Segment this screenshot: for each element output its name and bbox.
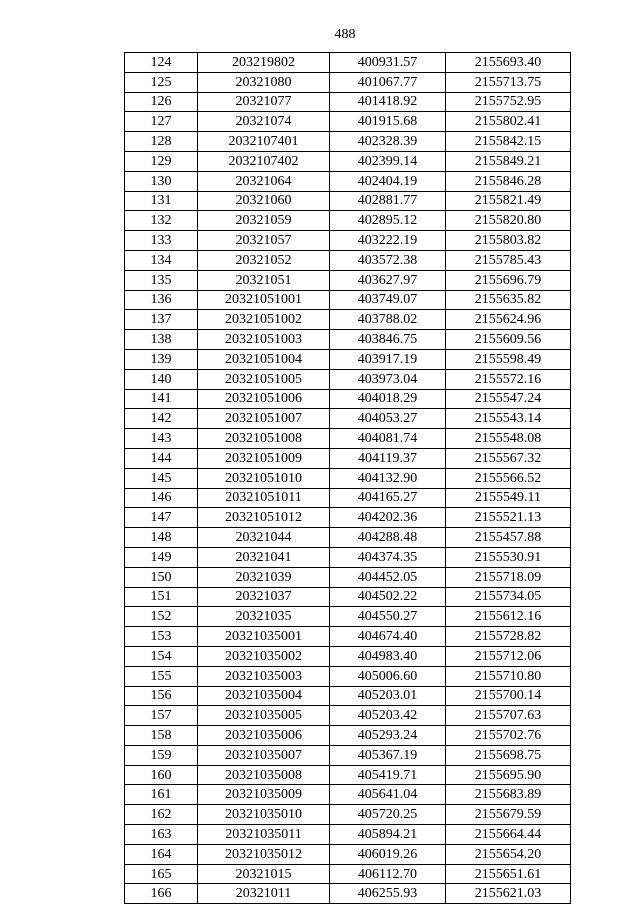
x-coordinate-cell: 403749.07 (330, 290, 446, 310)
y-coordinate-cell: 2155752.95 (446, 92, 571, 112)
row-number-cell: 139 (125, 349, 198, 369)
row-number-cell: 157 (125, 706, 198, 726)
row-number-cell: 156 (125, 686, 198, 706)
y-coordinate-cell: 2155712.06 (446, 646, 571, 666)
point-id-cell: 20321051006 (198, 389, 330, 409)
x-coordinate-cell: 403846.75 (330, 330, 446, 350)
table-row (125, 53, 571, 73)
point-id-cell: 2032107402 (198, 151, 330, 171)
x-coordinate-cell: 403627.97 (330, 270, 446, 290)
row-number-cell: 147 (125, 508, 198, 528)
point-id-cell: 20321051012 (198, 508, 330, 528)
row-number-cell: 131 (125, 191, 198, 211)
table-row (125, 369, 571, 389)
x-coordinate-cell: 404132.90 (330, 468, 446, 488)
y-coordinate-cell: 2155457.88 (446, 528, 571, 548)
table-body (125, 53, 571, 904)
y-coordinate-cell: 2155664.44 (446, 825, 571, 845)
table-row (125, 884, 571, 904)
x-coordinate-cell: 405720.25 (330, 805, 446, 825)
row-number-cell: 161 (125, 785, 198, 805)
row-number-cell: 144 (125, 448, 198, 468)
y-coordinate-cell: 2155728.82 (446, 627, 571, 647)
y-coordinate-cell: 2155821.49 (446, 191, 571, 211)
table-row (125, 646, 571, 666)
row-number-cell: 146 (125, 488, 198, 508)
x-coordinate-cell: 404674.40 (330, 627, 446, 647)
y-coordinate-cell: 2155696.79 (446, 270, 571, 290)
row-number-cell: 125 (125, 72, 198, 92)
point-id-cell: 20321039 (198, 567, 330, 587)
point-id-cell: 20321035011 (198, 825, 330, 845)
point-id-cell: 20321035006 (198, 726, 330, 746)
y-coordinate-cell: 2155700.14 (446, 686, 571, 706)
table-row (125, 805, 571, 825)
point-id-cell: 20321057 (198, 231, 330, 251)
row-number-cell: 133 (125, 231, 198, 251)
row-number-cell: 143 (125, 429, 198, 449)
point-id-cell: 20321041 (198, 547, 330, 567)
table-row (125, 92, 571, 112)
table-row (125, 844, 571, 864)
y-coordinate-cell: 2155734.05 (446, 587, 571, 607)
row-number-cell: 136 (125, 290, 198, 310)
table-row (125, 825, 571, 845)
x-coordinate-cell: 404053.27 (330, 409, 446, 429)
x-coordinate-cell: 404202.36 (330, 508, 446, 528)
point-id-cell: 20321015 (198, 864, 330, 884)
point-id-cell: 20321080 (198, 72, 330, 92)
table-row (125, 567, 571, 587)
y-coordinate-cell: 2155567.32 (446, 448, 571, 468)
point-id-cell: 20321035005 (198, 706, 330, 726)
x-coordinate-cell: 405641.04 (330, 785, 446, 805)
point-id-cell: 20321051003 (198, 330, 330, 350)
point-id-cell: 20321051008 (198, 429, 330, 449)
row-number-cell: 134 (125, 250, 198, 270)
x-coordinate-cell: 404550.27 (330, 607, 446, 627)
table-row (125, 785, 571, 805)
x-coordinate-cell: 404374.35 (330, 547, 446, 567)
table-row (125, 448, 571, 468)
table-row (125, 468, 571, 488)
x-coordinate-cell: 403788.02 (330, 310, 446, 330)
table-row (125, 726, 571, 746)
y-coordinate-cell: 2155710.80 (446, 666, 571, 686)
table-row (125, 270, 571, 290)
x-coordinate-cell: 405367.19 (330, 745, 446, 765)
x-coordinate-cell: 406019.26 (330, 844, 446, 864)
x-coordinate-cell: 403973.04 (330, 369, 446, 389)
x-coordinate-cell: 401915.68 (330, 112, 446, 132)
y-coordinate-cell: 2155530.91 (446, 547, 571, 567)
point-id-cell: 20321011 (198, 884, 330, 904)
x-coordinate-cell: 404165.27 (330, 488, 446, 508)
x-coordinate-cell: 403222.19 (330, 231, 446, 251)
coordinates-table (124, 52, 571, 904)
point-id-cell: 203219802 (198, 53, 330, 73)
row-number-cell: 165 (125, 864, 198, 884)
table-row (125, 191, 571, 211)
point-id-cell: 20321051007 (198, 409, 330, 429)
point-id-cell: 20321035 (198, 607, 330, 627)
x-coordinate-cell: 402399.14 (330, 151, 446, 171)
point-id-cell: 20321060 (198, 191, 330, 211)
table-row (125, 547, 571, 567)
y-coordinate-cell: 2155624.96 (446, 310, 571, 330)
y-coordinate-cell: 2155702.76 (446, 726, 571, 746)
y-coordinate-cell: 2155820.80 (446, 211, 571, 231)
point-id-cell: 20321051011 (198, 488, 330, 508)
y-coordinate-cell: 2155803.82 (446, 231, 571, 251)
y-coordinate-cell: 2155698.75 (446, 745, 571, 765)
x-coordinate-cell: 403572.38 (330, 250, 446, 270)
point-id-cell: 20321051005 (198, 369, 330, 389)
table-row (125, 409, 571, 429)
row-number-cell: 158 (125, 726, 198, 746)
y-coordinate-cell: 2155651.61 (446, 864, 571, 884)
x-coordinate-cell: 406112.70 (330, 864, 446, 884)
x-coordinate-cell: 401067.77 (330, 72, 446, 92)
row-number-cell: 150 (125, 567, 198, 587)
y-coordinate-cell: 2155549.11 (446, 488, 571, 508)
x-coordinate-cell: 402328.39 (330, 132, 446, 152)
point-id-cell: 20321051010 (198, 468, 330, 488)
table-row (125, 171, 571, 191)
table-row (125, 627, 571, 647)
y-coordinate-cell: 2155566.52 (446, 468, 571, 488)
point-id-cell: 20321059 (198, 211, 330, 231)
y-coordinate-cell: 2155612.16 (446, 607, 571, 627)
row-number-cell: 155 (125, 666, 198, 686)
table-row (125, 666, 571, 686)
y-coordinate-cell: 2155543.14 (446, 409, 571, 429)
table-row (125, 686, 571, 706)
row-number-cell: 127 (125, 112, 198, 132)
row-number-cell: 148 (125, 528, 198, 548)
point-id-cell: 20321035010 (198, 805, 330, 825)
row-number-cell: 163 (125, 825, 198, 845)
row-number-cell: 166 (125, 884, 198, 904)
row-number-cell: 152 (125, 607, 198, 627)
row-number-cell: 126 (125, 92, 198, 112)
point-id-cell: 20321035004 (198, 686, 330, 706)
y-coordinate-cell: 2155785.43 (446, 250, 571, 270)
x-coordinate-cell: 403917.19 (330, 349, 446, 369)
row-number-cell: 151 (125, 587, 198, 607)
y-coordinate-cell: 2155707.63 (446, 706, 571, 726)
y-coordinate-cell: 2155683.89 (446, 785, 571, 805)
point-id-cell: 20321035001 (198, 627, 330, 647)
x-coordinate-cell: 405894.21 (330, 825, 446, 845)
row-number-cell: 130 (125, 171, 198, 191)
x-coordinate-cell: 402895.12 (330, 211, 446, 231)
point-id-cell: 20321077 (198, 92, 330, 112)
table-row (125, 864, 571, 884)
table-row (125, 488, 571, 508)
table-row (125, 745, 571, 765)
row-number-cell: 132 (125, 211, 198, 231)
y-coordinate-cell: 2155654.20 (446, 844, 571, 864)
x-coordinate-cell: 404288.48 (330, 528, 446, 548)
row-number-cell: 160 (125, 765, 198, 785)
point-id-cell: 20321051002 (198, 310, 330, 330)
point-id-cell: 20321035008 (198, 765, 330, 785)
table-row (125, 151, 571, 171)
point-id-cell: 20321037 (198, 587, 330, 607)
y-coordinate-cell: 2155679.59 (446, 805, 571, 825)
y-coordinate-cell: 2155802.41 (446, 112, 571, 132)
table-row (125, 250, 571, 270)
point-id-cell: 20321051009 (198, 448, 330, 468)
row-number-cell: 141 (125, 389, 198, 409)
point-id-cell: 20321044 (198, 528, 330, 548)
x-coordinate-cell: 401418.92 (330, 92, 446, 112)
x-coordinate-cell: 404502.22 (330, 587, 446, 607)
x-coordinate-cell: 402404.19 (330, 171, 446, 191)
y-coordinate-cell: 2155842.15 (446, 132, 571, 152)
table-row (125, 112, 571, 132)
table-row (125, 72, 571, 92)
y-coordinate-cell: 2155609.56 (446, 330, 571, 350)
row-number-cell: 137 (125, 310, 198, 330)
table-row (125, 310, 571, 330)
x-coordinate-cell: 405006.60 (330, 666, 446, 686)
x-coordinate-cell: 404983.40 (330, 646, 446, 666)
y-coordinate-cell: 2155693.40 (446, 53, 571, 73)
table-row (125, 429, 571, 449)
row-number-cell: 164 (125, 844, 198, 864)
point-id-cell: 20321035012 (198, 844, 330, 864)
table-row (125, 508, 571, 528)
table-row (125, 587, 571, 607)
table-row (125, 389, 571, 409)
point-id-cell: 20321035009 (198, 785, 330, 805)
point-id-cell: 20321035002 (198, 646, 330, 666)
x-coordinate-cell: 404018.29 (330, 389, 446, 409)
table-row (125, 349, 571, 369)
table-row (125, 607, 571, 627)
row-number-cell: 140 (125, 369, 198, 389)
point-id-cell: 20321035007 (198, 745, 330, 765)
table-row (125, 706, 571, 726)
x-coordinate-cell: 402881.77 (330, 191, 446, 211)
row-number-cell: 124 (125, 53, 198, 73)
point-id-cell: 20321051001 (198, 290, 330, 310)
y-coordinate-cell: 2155635.82 (446, 290, 571, 310)
row-number-cell: 128 (125, 132, 198, 152)
x-coordinate-cell: 405419.71 (330, 765, 446, 785)
point-id-cell: 2032107401 (198, 132, 330, 152)
row-number-cell: 145 (125, 468, 198, 488)
table-row (125, 330, 571, 350)
x-coordinate-cell: 400931.57 (330, 53, 446, 73)
y-coordinate-cell: 2155846.28 (446, 171, 571, 191)
y-coordinate-cell: 2155547.24 (446, 389, 571, 409)
table-row (125, 528, 571, 548)
row-number-cell: 154 (125, 646, 198, 666)
point-id-cell: 20321035003 (198, 666, 330, 686)
table-row (125, 765, 571, 785)
point-id-cell: 20321051 (198, 270, 330, 290)
x-coordinate-cell: 404081.74 (330, 429, 446, 449)
row-number-cell: 159 (125, 745, 198, 765)
x-coordinate-cell: 404452.05 (330, 567, 446, 587)
row-number-cell: 138 (125, 330, 198, 350)
x-coordinate-cell: 406255.93 (330, 884, 446, 904)
y-coordinate-cell: 2155572.16 (446, 369, 571, 389)
y-coordinate-cell: 2155621.03 (446, 884, 571, 904)
point-id-cell: 20321052 (198, 250, 330, 270)
y-coordinate-cell: 2155713.75 (446, 72, 571, 92)
x-coordinate-cell: 405203.01 (330, 686, 446, 706)
y-coordinate-cell: 2155718.09 (446, 567, 571, 587)
row-number-cell: 162 (125, 805, 198, 825)
x-coordinate-cell: 405293.24 (330, 726, 446, 746)
page-number: 488 (334, 27, 356, 42)
row-number-cell: 129 (125, 151, 198, 171)
y-coordinate-cell: 2155521.13 (446, 508, 571, 528)
row-number-cell: 135 (125, 270, 198, 290)
y-coordinate-cell: 2155598.49 (446, 349, 571, 369)
table-row (125, 132, 571, 152)
y-coordinate-cell: 2155548.08 (446, 429, 571, 449)
row-number-cell: 142 (125, 409, 198, 429)
point-id-cell: 20321074 (198, 112, 330, 132)
table-row (125, 211, 571, 231)
x-coordinate-cell: 405203.42 (330, 706, 446, 726)
table-row (125, 290, 571, 310)
point-id-cell: 20321064 (198, 171, 330, 191)
row-number-cell: 153 (125, 627, 198, 647)
point-id-cell: 20321051004 (198, 349, 330, 369)
y-coordinate-cell: 2155849.21 (446, 151, 571, 171)
y-coordinate-cell: 2155695.90 (446, 765, 571, 785)
table-row (125, 231, 571, 251)
row-number-cell: 149 (125, 547, 198, 567)
x-coordinate-cell: 404119.37 (330, 448, 446, 468)
